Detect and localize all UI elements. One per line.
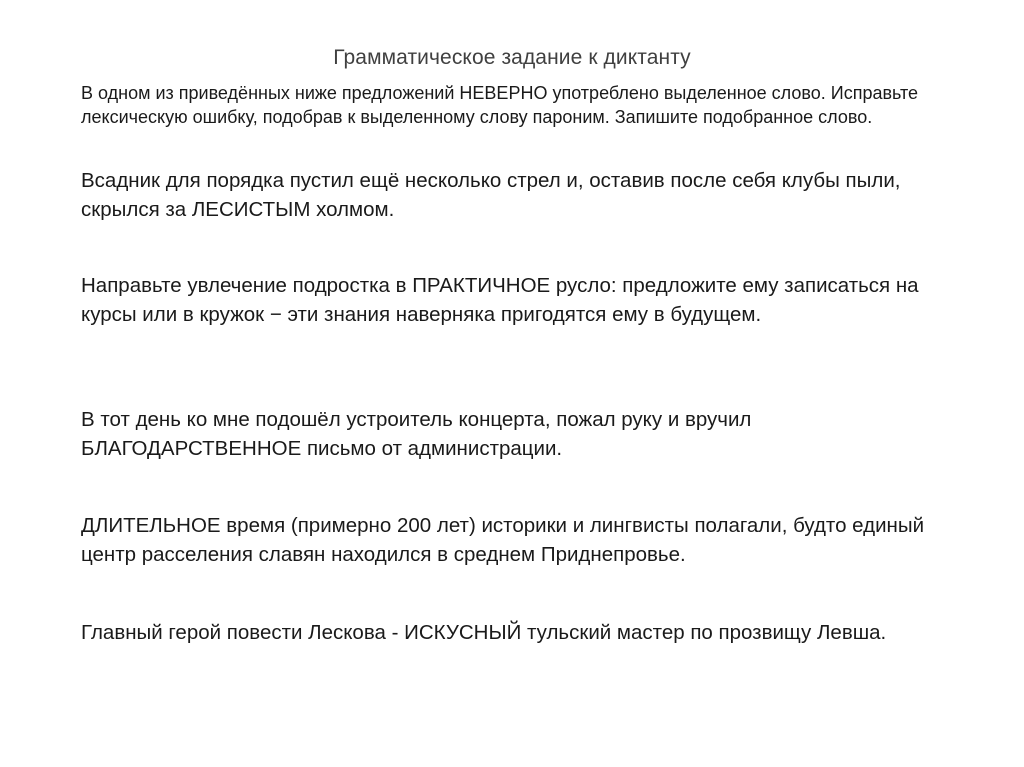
task-instruction: В одном из приведённых ниже предложений НЕВЕРНО употреблено выделенное слово. Исправьте лексическую ошибку, подобрав к выделенному слову пароним. Запишите подобранное слово. xyxy=(81,83,919,127)
sentence-5: Главный герой повести Лескова - ИСКУСНЫЙ тульский мастер по прозвищу Левша. xyxy=(81,621,887,644)
sentence-3: В тот день ко мне подошёл устроитель концерта, пожал руку и вручил БЛАГОДАРСТВЕННОЕ письмо от администрации. xyxy=(81,408,752,460)
slide-title: Грамматическое задание к диктанту xyxy=(333,46,691,69)
sentence-1: Всадник для порядка пустил ещё несколько стрел и, оставив после себя клубы пыли, скрылся за ЛЕСИСТЫМ холмом. xyxy=(81,169,901,221)
sentence-4: ДЛИТЕЛЬНОЕ время (примерно 200 лет) историки и лингвисты полагали, будто единый центр расселения славян находился в среднем Приднепровье. xyxy=(81,514,925,566)
sentence-2: Направьте увлечение подростка в ПРАКТИЧНОЕ русло: предложите ему записаться на курсы или в кружок − эти знания наверняка пригодятся ему в будущем. xyxy=(81,274,919,326)
